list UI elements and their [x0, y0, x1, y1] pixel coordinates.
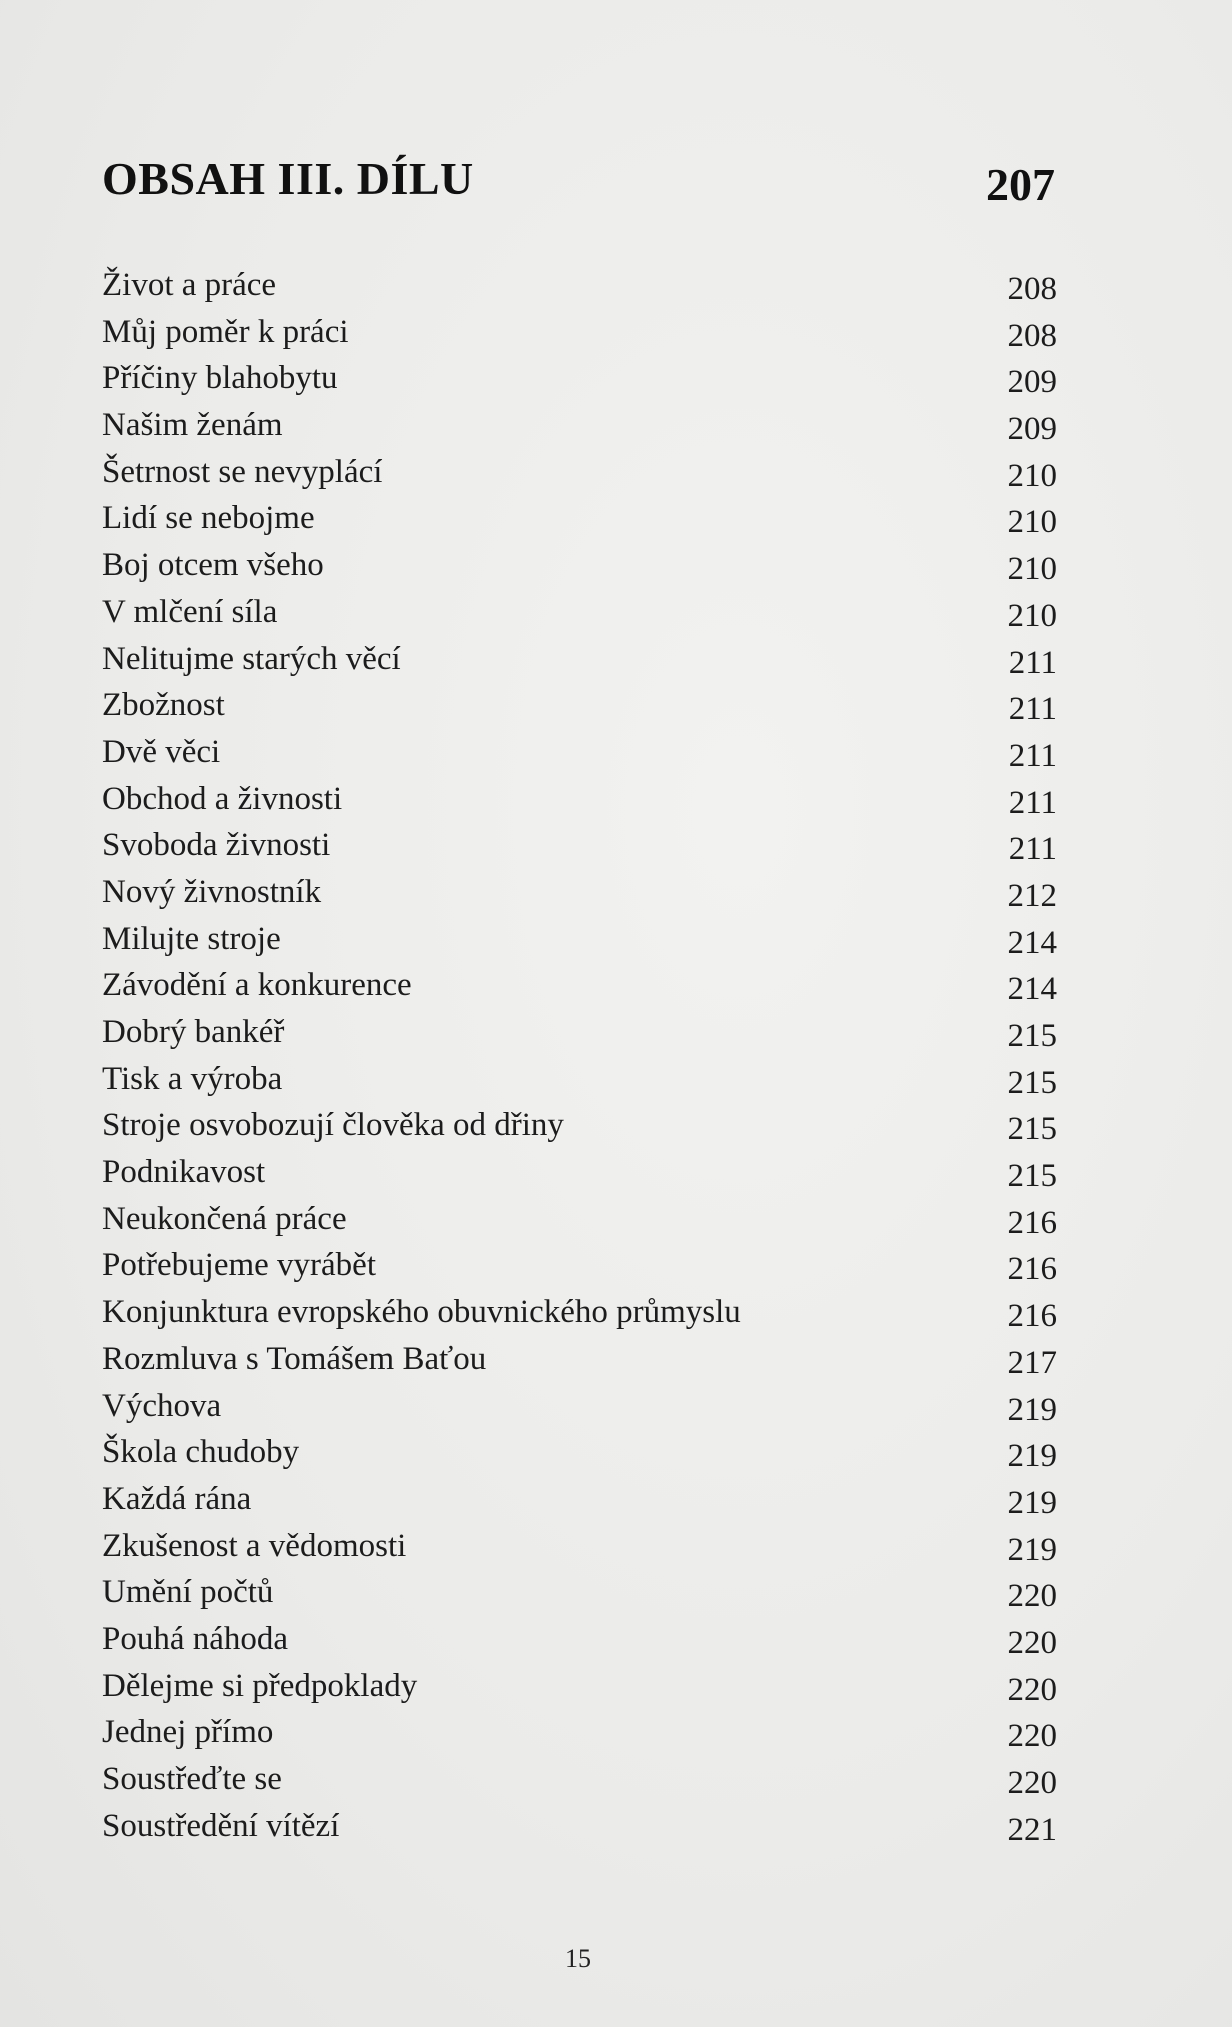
- toc-entry-page-number: 220: [1007, 1718, 1057, 1755]
- toc-entry: [102, 1523, 1057, 1570]
- toc-entry-title: Příčiny blahobytu: [102, 360, 338, 397]
- toc-entry-page-number: 217: [1007, 1344, 1057, 1381]
- toc-entry-title: Dobrý bankéř: [102, 1014, 285, 1050]
- toc-entry-title: Nový živnostník: [102, 873, 322, 910]
- toc-entry-page-number: 210: [1007, 504, 1057, 541]
- toc-entry-page-number: 211: [1008, 784, 1057, 821]
- toc-entry: [102, 682, 1057, 729]
- toc-entry-title: Konjunktura evropského obuvnického průmyslu: [102, 1294, 741, 1331]
- toc-entry-title: Svoboda živnosti: [102, 827, 331, 864]
- toc-entry-title: Škola chudoby: [102, 1434, 300, 1471]
- toc-entry-page-number: 208: [1007, 317, 1057, 354]
- toc-entry: [102, 1149, 1057, 1196]
- toc-entry-page-number: 211: [1008, 691, 1057, 728]
- toc-entry-page-number: 214: [1007, 971, 1057, 1008]
- toc-entry-page-number: 216: [1007, 1251, 1057, 1288]
- toc-entry: [102, 1056, 1057, 1103]
- toc-entry-page-number: 221: [1007, 1811, 1057, 1848]
- toc-entry: [102, 916, 1057, 963]
- header-page-number: 207: [986, 159, 1055, 210]
- toc-entry-page-number: 214: [1007, 924, 1057, 961]
- toc-entry-title: Rozmluva s Tomášem Baťou: [102, 1340, 487, 1377]
- toc-entry: [102, 355, 1057, 402]
- toc-entry-title: Dělejme si předpoklady: [102, 1667, 418, 1704]
- toc-entry-title: Potřebujeme vyrábět: [102, 1247, 376, 1284]
- toc-entry: [102, 402, 1057, 449]
- toc-entry: [102, 1476, 1057, 1523]
- toc-entry-title: Soustřeďte se: [102, 1761, 282, 1797]
- toc-entry: [102, 1009, 1057, 1056]
- toc-entry: [102, 1663, 1057, 1710]
- toc-entry: [102, 822, 1057, 869]
- toc-entry-page-number: 219: [1007, 1438, 1057, 1475]
- toc-entry-page-number: 211: [1008, 831, 1057, 868]
- toc-entry-title: Stroje osvobozují člověka od dřiny: [102, 1107, 564, 1144]
- toc-entry-page-number: 216: [1007, 1298, 1057, 1335]
- toc-entry-title: Milujte stroje: [102, 920, 281, 957]
- toc-entry-title: Neukončená práce: [102, 1200, 347, 1237]
- toc-entry-page-number: 215: [1007, 1018, 1057, 1054]
- toc-entry-title: Boj otcem všeho: [102, 547, 324, 584]
- toc-entry: [102, 589, 1057, 636]
- toc-header: [102, 152, 1057, 222]
- toc-entry-page-number: 211: [1008, 737, 1057, 774]
- toc-entry: [102, 542, 1057, 589]
- toc-entry-page-number: 220: [1007, 1671, 1057, 1708]
- toc-entry-page-number: 219: [1007, 1484, 1057, 1521]
- toc-entry: [102, 869, 1057, 916]
- toc-entry: [102, 262, 1057, 309]
- toc-entry-title: Našim ženám: [102, 407, 283, 444]
- toc-entry-page-number: 208: [1007, 271, 1057, 307]
- toc-entry-page-number: 220: [1007, 1578, 1057, 1615]
- toc-entry: [102, 1803, 1057, 1850]
- toc-entry-title: Jednej přímo: [102, 1714, 274, 1751]
- toc-entry-page-number: 210: [1007, 457, 1057, 494]
- toc-entry-title: Obchod a živnosti: [102, 780, 343, 817]
- toc-entry: [102, 1756, 1057, 1803]
- toc-entry-title: Dvě věci: [102, 733, 221, 770]
- toc-entry-page-number: 210: [1007, 551, 1057, 588]
- toc-entry-title: Zbožnost: [102, 687, 225, 724]
- toc-entry: [102, 636, 1057, 683]
- toc-entry-title: Závodění a konkurence: [102, 967, 412, 1004]
- toc-entry-title: Výchova: [102, 1387, 222, 1424]
- table-of-contents: [102, 262, 1057, 1849]
- toc-entry-title: Pouhá náhoda: [102, 1620, 289, 1657]
- toc-entry-title: Zkušenost a vědomosti: [102, 1527, 407, 1564]
- toc-entry: [102, 1336, 1057, 1383]
- toc-entry-page-number: 209: [1007, 411, 1057, 448]
- toc-entry-title: Soustředění vítězí: [102, 1807, 340, 1844]
- toc-entry-page-number: 210: [1007, 597, 1057, 634]
- toc-entry: [102, 309, 1057, 356]
- toc-entry-title: V mlčení síla: [102, 593, 278, 630]
- toc-entry-page-number: 219: [1007, 1531, 1057, 1568]
- toc-entry-title: Tisk a výroba: [102, 1060, 283, 1097]
- toc-entry: [102, 495, 1057, 542]
- toc-entry: [102, 449, 1057, 496]
- toc-entry: [102, 776, 1057, 823]
- toc-entry-title: Umění počtů: [102, 1574, 274, 1611]
- toc-entry-page-number: 211: [1008, 644, 1057, 681]
- toc-entry-title: Podnikavost: [102, 1154, 266, 1191]
- toc-entry-title: Život a práce: [102, 267, 277, 303]
- toc-entry: [102, 1383, 1057, 1430]
- toc-entry-title: Můj poměr k práci: [102, 313, 349, 350]
- page-title: OBSAH III. DÍLU: [102, 153, 474, 204]
- toc-entry-title: Lidí se nebojme: [102, 500, 315, 537]
- toc-entry: [102, 1196, 1057, 1243]
- toc-entry-page-number: 215: [1007, 1158, 1057, 1195]
- toc-entry-page-number: 209: [1007, 364, 1057, 401]
- toc-entry-page-number: 220: [1007, 1624, 1057, 1661]
- toc-entry: [102, 1289, 1057, 1336]
- toc-entry-page-number: 215: [1007, 1111, 1057, 1148]
- toc-entry-title: Každá rána: [102, 1480, 252, 1517]
- toc-entry: [102, 729, 1057, 776]
- toc-entry-title: Nelitujme starých věcí: [102, 640, 401, 677]
- toc-entry: [102, 1569, 1057, 1616]
- toc-entry: [102, 1429, 1057, 1476]
- toc-entry-page-number: 212: [1007, 877, 1057, 914]
- folio-page-number: 15: [565, 1944, 591, 1973]
- toc-entry: [102, 1709, 1057, 1756]
- toc-entry-title: Šetrnost se nevyplácí: [102, 453, 383, 490]
- toc-entry-page-number: 219: [1007, 1391, 1057, 1428]
- toc-entry: [102, 1616, 1057, 1663]
- toc-entry-page-number: 216: [1007, 1204, 1057, 1241]
- toc-entry: [102, 962, 1057, 1009]
- toc-entry-page-number: 215: [1007, 1064, 1057, 1101]
- toc-entry: [102, 1242, 1057, 1289]
- toc-entry: [102, 1102, 1057, 1149]
- toc-entry-page-number: 220: [1007, 1765, 1057, 1801]
